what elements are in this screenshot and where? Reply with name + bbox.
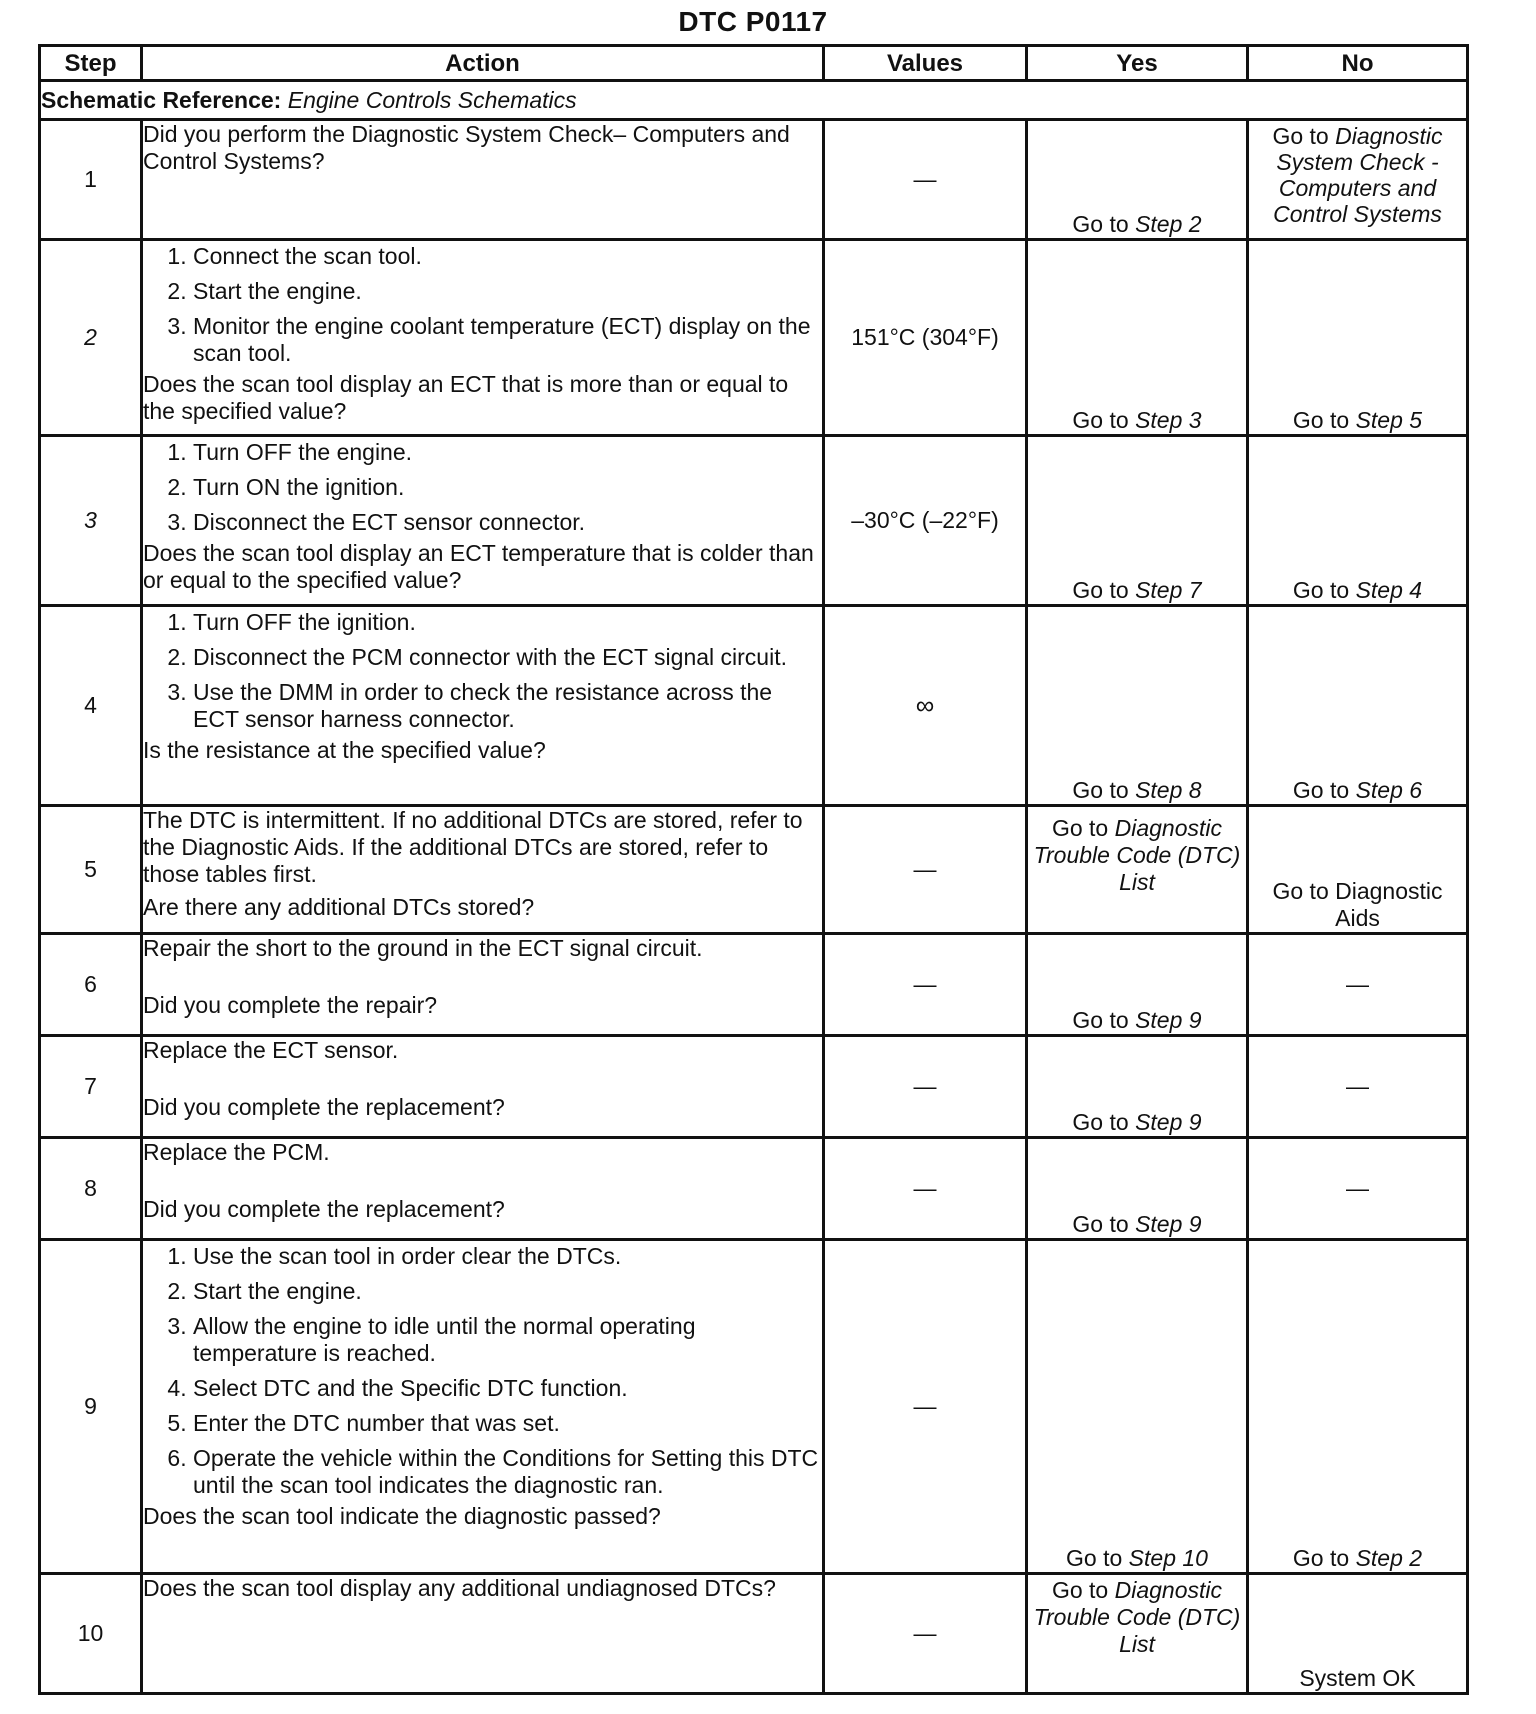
action-item: 3. Monitor the engine coolant temperature (ECT) display on the scan tool. — [193, 313, 822, 367]
no-step-link: Step 5 — [1355, 407, 1423, 433]
step-number: 2 — [40, 240, 142, 436]
action-steps — [143, 243, 822, 367]
yes-cell — [1027, 934, 1248, 1036]
action-item: 3. Disconnect the ECT sensor connector. — [193, 509, 822, 536]
value-cell: 151°C (304°F) — [824, 240, 1027, 436]
step-number: 7 — [40, 1036, 142, 1138]
table-row — [40, 1036, 1468, 1138]
table-row — [40, 606, 1468, 806]
action-statement: Replace the ECT sensor. — [143, 1037, 399, 1063]
action-question: Did you complete the repair? — [143, 992, 438, 1018]
yes-prefix: Go to — [1072, 407, 1129, 433]
header-action: Action — [142, 46, 824, 81]
value-cell: — — [824, 1036, 1027, 1138]
action-item: 1. Use the scan tool in order clear the DTCs. — [193, 1243, 822, 1270]
action-steps — [143, 609, 822, 733]
action-statement: Replace the PCM. — [143, 1139, 330, 1165]
yes-cell — [1027, 606, 1248, 806]
header-values: Values — [824, 46, 1027, 81]
yes-prefix: Go to — [1066, 1545, 1123, 1571]
no-cell — [1248, 606, 1468, 806]
yes-prefix: Go to — [1072, 577, 1129, 603]
no-cell: — — [1248, 1138, 1468, 1240]
yes-step-link: Diagnostic Trouble Code (DTC) List — [1033, 815, 1241, 895]
page-title: DTC P0117 — [678, 6, 828, 37]
table-row — [40, 1574, 1468, 1694]
no-cell — [1248, 1240, 1468, 1574]
action-cell — [142, 1138, 824, 1240]
action-statement: The DTC is intermittent. If no additional DTCs are stored, refer to the Diagnostic Aids. If the additional DTCs are stored, refer to those tables first. — [143, 807, 803, 887]
no-cell — [1248, 120, 1468, 240]
action-question: Does the scan tool display an ECT that is more than or equal to the specified value? — [143, 371, 789, 424]
action-item: 1. Turn OFF the ignition. — [193, 609, 822, 636]
step-number: 9 — [40, 1240, 142, 1574]
value-cell: — — [824, 1574, 1027, 1694]
yes-cell — [1027, 1240, 1248, 1574]
action-question: Are there any additional DTCs stored? — [143, 894, 535, 920]
schematic-label: Schematic Reference: — [41, 86, 282, 113]
step-number: 10 — [40, 1574, 142, 1694]
table-row — [40, 120, 1468, 240]
action-item: 2. Start the engine. — [193, 278, 822, 305]
value-cell: — — [824, 120, 1027, 240]
action-cell — [142, 606, 824, 806]
action-cell — [142, 240, 824, 436]
yes-cell — [1027, 436, 1248, 606]
yes-cell — [1027, 1574, 1248, 1694]
action-item: 3. Allow the engine to idle until the normal operating temperature is reached. — [193, 1313, 822, 1367]
action-item: 2. Turn ON the ignition. — [193, 474, 822, 501]
no-step-link: Step 4 — [1355, 577, 1423, 603]
step-number: 8 — [40, 1138, 142, 1240]
no-step-link: Diagnostic System Check - Computers and Control Systems — [1273, 123, 1443, 227]
action-steps — [143, 1243, 822, 1499]
no-step-link: Step 6 — [1355, 777, 1423, 803]
no-prefix: Go to — [1292, 1545, 1350, 1571]
action-question: Does the scan tool display an ECT temperature that is colder than or equal to the specified value? — [143, 540, 814, 593]
action-item: 2. Start the engine. — [193, 1278, 822, 1305]
yes-step-link: Step 8 — [1135, 777, 1202, 803]
step-number: 1 — [40, 120, 142, 240]
yes-step-link: Step 10 — [1128, 1545, 1208, 1571]
action-steps — [143, 439, 822, 536]
yes-prefix: Go to — [1051, 815, 1109, 841]
no-prefix: Go to — [1292, 577, 1350, 603]
yes-step-link: Step 9 — [1135, 1007, 1202, 1033]
yes-prefix: Go to — [1072, 777, 1129, 803]
action-item: 5. Enter the DTC number that was set. — [193, 1410, 822, 1437]
yes-prefix: Go to — [1072, 211, 1129, 237]
action-item: 4. Select DTC and the Specific DTC function. — [193, 1375, 822, 1402]
yes-cell — [1027, 120, 1248, 240]
action-item: 2. Disconnect the PCM connector with the ECT signal circuit. — [193, 644, 822, 671]
table-row — [40, 240, 1468, 436]
yes-step-link: Step 9 — [1135, 1109, 1202, 1135]
header-no: No — [1248, 46, 1468, 81]
action-question: Did you complete the replacement? — [143, 1094, 505, 1120]
table-row — [40, 436, 1468, 606]
action-cell — [142, 1574, 824, 1694]
step-number: 6 — [40, 934, 142, 1036]
action-cell — [142, 120, 824, 240]
no-cell: Go to Diagnostic Aids — [1248, 806, 1468, 934]
schematic-reference — [40, 81, 1468, 120]
yes-step-link: Step 7 — [1135, 577, 1202, 603]
yes-step-link: Step 2 — [1135, 211, 1202, 237]
header-yes: Yes — [1027, 46, 1248, 81]
action-item: 6. Operate the vehicle within the Conditions for Setting this DTC until the scan tool indicates the diagnostic ran. — [193, 1445, 822, 1499]
header-row — [40, 46, 1468, 81]
yes-cell — [1027, 240, 1248, 436]
action-statement: Repair the short to the ground in the ECT signal circuit. — [143, 935, 703, 961]
action-item: 1. Turn OFF the engine. — [193, 439, 822, 466]
header-step: Step — [40, 46, 142, 81]
action-cell — [142, 1036, 824, 1138]
action-question: Did you perform the Diagnostic System Check– Computers and Control Systems? — [143, 121, 790, 174]
table-row — [40, 1240, 1468, 1574]
action-cell — [142, 806, 824, 934]
no-cell: — — [1248, 1036, 1468, 1138]
action-cell — [142, 436, 824, 606]
schematic-row — [40, 81, 1468, 120]
action-question: Did you complete the replacement? — [143, 1196, 505, 1222]
no-cell — [1248, 240, 1468, 436]
yes-step-link: Step 9 — [1135, 1211, 1202, 1237]
action-question: Is the resistance at the specified value? — [143, 737, 546, 763]
action-cell — [142, 1240, 824, 1574]
value-cell: — — [824, 934, 1027, 1036]
value-cell: — — [824, 806, 1027, 934]
yes-cell — [1027, 1036, 1248, 1138]
no-cell: — — [1248, 934, 1468, 1036]
yes-cell — [1027, 806, 1248, 934]
action-item: 3. Use the DMM in order to check the resistance across the ECT sensor harness connector. — [193, 679, 822, 733]
no-step-link: Step 2 — [1355, 1545, 1423, 1571]
table-row — [40, 934, 1468, 1036]
yes-prefix: Go to — [1072, 1109, 1129, 1135]
no-prefix: Go to — [1292, 777, 1350, 803]
action-item: 1. Connect the scan tool. — [193, 243, 822, 270]
yes-cell — [1027, 1138, 1248, 1240]
step-number: 3 — [40, 436, 142, 606]
step-number: 5 — [40, 806, 142, 934]
yes-step-link: Step 3 — [1135, 407, 1202, 433]
no-prefix: Go to — [1292, 407, 1350, 433]
value-cell: — — [824, 1138, 1027, 1240]
action-cell — [142, 934, 824, 1036]
yes-step-link: Diagnostic Trouble Code (DTC) List — [1033, 1577, 1241, 1657]
no-prefix: Go to — [1272, 123, 1329, 149]
step-number: 4 — [40, 606, 142, 806]
action-question: Does the scan tool indicate the diagnostic passed? — [143, 1503, 661, 1529]
no-cell: System OK — [1248, 1574, 1468, 1694]
yes-prefix: Go to — [1072, 1211, 1129, 1237]
yes-prefix: Go to — [1072, 1007, 1129, 1033]
diagnostic-table — [38, 44, 1469, 1695]
schematic-value: Engine Controls Schematics — [287, 86, 577, 113]
no-cell — [1248, 436, 1468, 606]
table-row — [40, 1138, 1468, 1240]
value-cell: — — [824, 1240, 1027, 1574]
action-question: Does the scan tool display any additional undiagnosed DTCs? — [143, 1575, 776, 1601]
yes-prefix: Go to — [1051, 1577, 1109, 1603]
value-cell: –30°C (–22°F) — [824, 436, 1027, 606]
table-row — [40, 806, 1468, 934]
value-cell: ∞ — [824, 606, 1027, 806]
